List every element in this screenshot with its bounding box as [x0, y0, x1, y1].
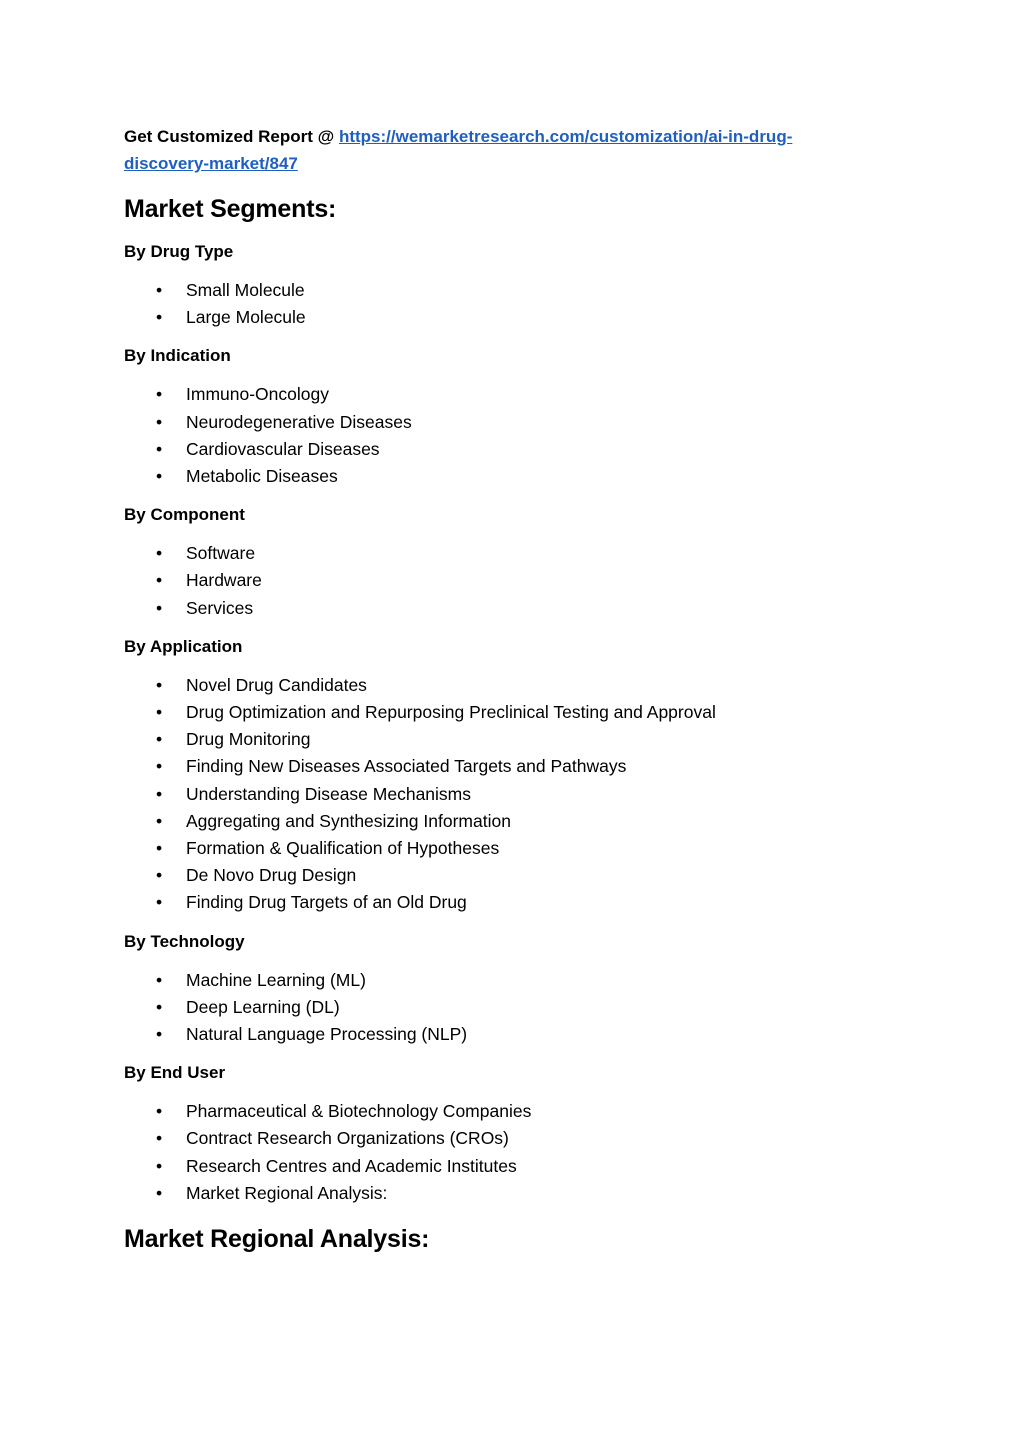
segment-heading: By Indication: [124, 346, 231, 366]
segment-heading: By Technology: [124, 931, 245, 951]
list-item: • Finding Drug Targets of an Old Drug: [124, 889, 884, 916]
segment-list: [124, 381, 884, 490]
document-page: [124, 123, 884, 1271]
segment-heading: By Application: [124, 636, 243, 656]
list-item: • Machine Learning (ML): [124, 967, 884, 994]
segment-list: [124, 1098, 884, 1207]
list-item: • De Novo Drug Design: [124, 862, 884, 889]
link-line-1: https://wemarketresearch.com/customization/ai-in-drug-: [338, 127, 793, 146]
list-item: • Aggregating and Synthesizing Information: [124, 808, 884, 835]
list-item: • Natural Language Processing (NLP): [124, 1021, 884, 1048]
list-item: • Drug Monitoring: [124, 726, 884, 753]
segment-heading: By Drug Type: [124, 242, 234, 261]
list-item: • Metabolic Diseases: [124, 463, 884, 490]
segment-indication: [124, 345, 884, 490]
list-item: • Finding New Diseases Associated Targets and Pathways: [124, 753, 884, 780]
list-item: • Software: [124, 540, 884, 567]
cta-prefix: Get Customized Report @: [124, 127, 339, 146]
list-item: • Understanding Disease Mechanisms: [124, 781, 884, 808]
list-item: • Services: [124, 595, 884, 622]
list-item: • Market Regional Analysis:: [124, 1180, 884, 1207]
segment-heading: By Component: [124, 505, 245, 525]
list-item: • Drug Optimization and Repurposing Preclinical Testing and Approval: [124, 699, 884, 726]
list-item: • Contract Research Organizations (CROs): [124, 1125, 884, 1152]
segment-component: [124, 504, 884, 622]
market-segments-title: Market Segments:: [124, 195, 337, 223]
list-item: • Small Molecule: [124, 277, 884, 304]
segment-end-user: [124, 1062, 884, 1207]
link-line-2: discovery-market/847: [124, 154, 298, 173]
segment-technology: [124, 931, 884, 1049]
segment-list: [124, 672, 884, 917]
segment-application: [124, 636, 884, 917]
list-item: • Neurodegenerative Diseases: [124, 409, 884, 436]
segment-drug-type: [124, 241, 884, 331]
list-item: • Cardiovascular Diseases: [124, 436, 884, 463]
segment-list: [124, 967, 884, 1049]
segment-list: [124, 540, 884, 622]
list-item: • Hardware: [124, 567, 884, 594]
segment-heading: By End User: [124, 1063, 226, 1083]
list-item: • Large Molecule: [124, 304, 884, 331]
customized-report-line: [124, 123, 884, 177]
segment-list: [124, 277, 884, 331]
list-item: • Pharmaceutical & Biotechnology Companies: [124, 1098, 884, 1125]
list-item: • Deep Learning (DL): [124, 994, 884, 1021]
market-regional-analysis-title: Market Regional Analysis:: [124, 1225, 430, 1254]
list-item: • Research Centres and Academic Institutes: [124, 1153, 884, 1180]
list-item: • Immuno-Oncology: [124, 381, 884, 408]
list-item: • Novel Drug Candidates: [124, 672, 884, 699]
list-item: • Formation & Qualification of Hypotheses: [124, 835, 884, 862]
